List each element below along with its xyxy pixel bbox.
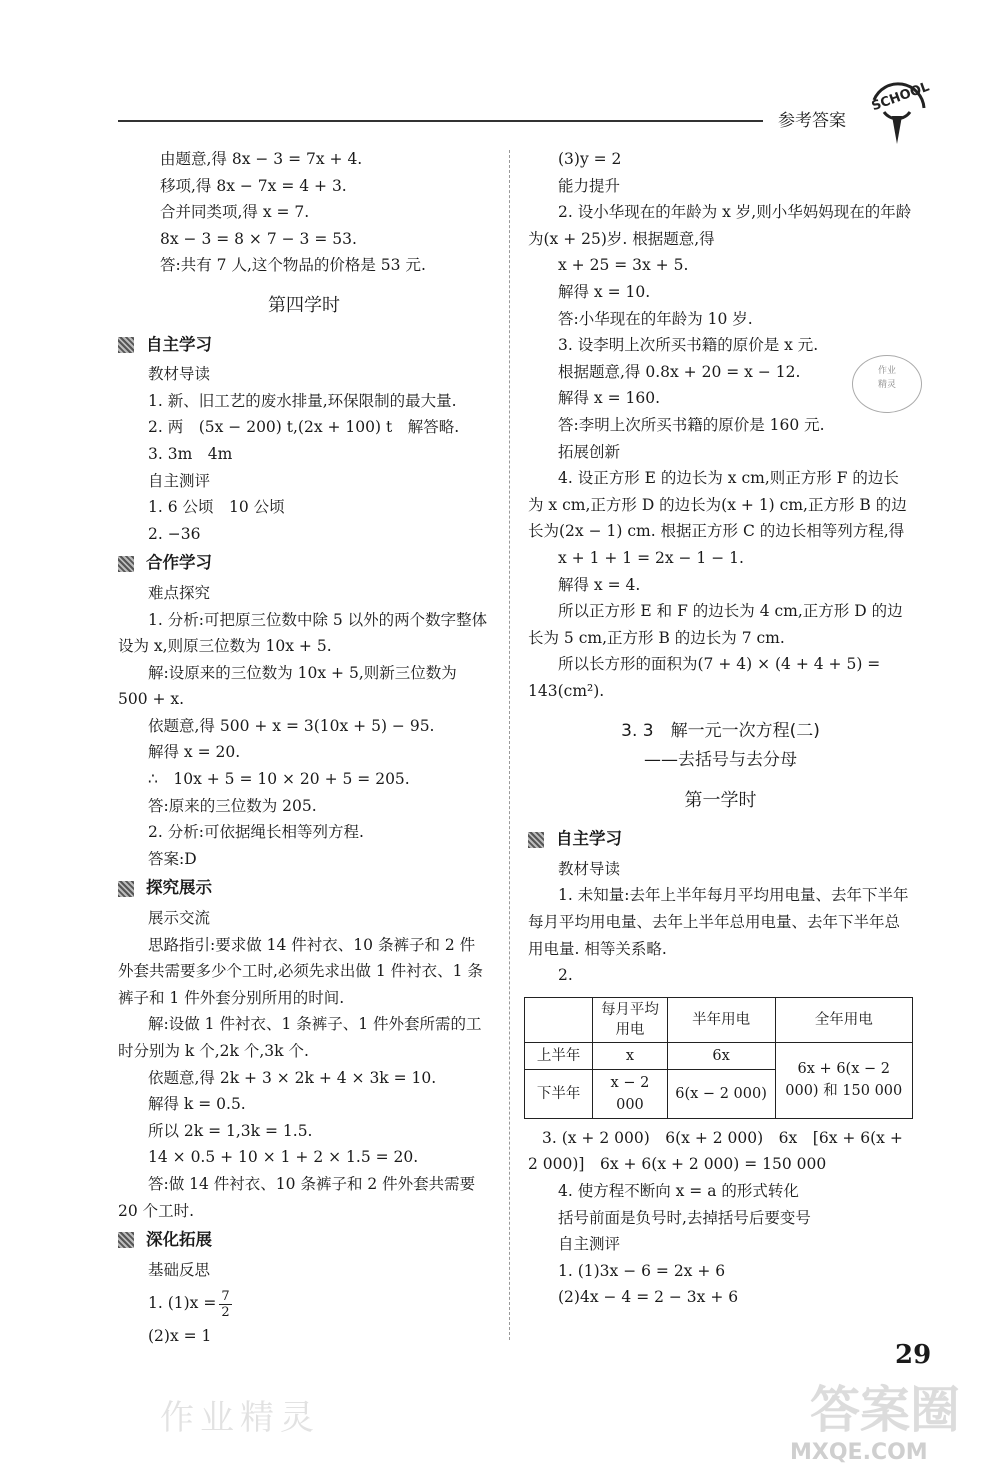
fraction: $\frac{7}{2}$ xyxy=(221,1288,230,1320)
chapter-title: 3. 3 解一元一次方程(二) xyxy=(621,721,820,742)
header-label: 参考答案 xyxy=(778,111,846,131)
chapter-subtitle: ——去括号与去分母 xyxy=(644,750,797,771)
text-line: 2. 两 (5x − 200) t,(2x + 100) t 解答略. xyxy=(148,418,460,437)
text-line: 3. 设李明上次所买书籍的原价是 x 元. xyxy=(558,336,819,355)
table-cell: 半年用电 xyxy=(667,997,775,1042)
header-rule xyxy=(118,120,763,122)
text-line: 1. 6 公顷 10 公顷 xyxy=(148,498,285,517)
table-cell xyxy=(525,997,593,1042)
watermark-text: 作业精灵 xyxy=(160,1398,320,1438)
text-line: 解得 x = 4. xyxy=(558,575,641,594)
electricity-table xyxy=(524,997,913,1119)
logo-text: SCHOOL xyxy=(869,79,932,115)
lesson-title: 第四学时 xyxy=(268,294,340,316)
section-heading: 自主学习 xyxy=(528,826,913,853)
section-heading: 合作学习 xyxy=(118,550,490,577)
paragraph: 1. 未知量:去年上半年每月平均用电量、去年下半年每月平均用电量、去年上半年总用电量、去年下半年总用电量. 相等关系略. xyxy=(528,886,909,958)
text-line: 解得 k = 0.5. xyxy=(148,1095,246,1114)
subheading: 难点探究 xyxy=(148,583,211,602)
lesson-title: 第一学时 xyxy=(684,789,757,811)
table-row xyxy=(525,997,913,1042)
subheading: 教材导读 xyxy=(148,365,211,384)
section-heading: 探究展示 xyxy=(118,875,490,902)
table-cell: 每月平均用电 xyxy=(593,997,667,1042)
section-marker-icon xyxy=(118,1232,134,1248)
paragraph: 1. 分析:可把原三位数中除 5 以外的两个数字整体设为 x,则原三位数为 10x + 5. xyxy=(118,610,488,656)
text-line: 解得 x = 20. xyxy=(148,743,241,762)
paragraph: 3. (x + 2 000) 6(x + 2 000) 6x [6x + 6(x + 2 000)] 6x + 6(x + 2 000) = 150 000 xyxy=(528,1128,903,1174)
paragraph: 思路指引:要求做 14 件衬衣、10 条裤子和 2 件外套共需要多少个工时,必须先求出做 1 件衬衣、1 条裤子和 1 件外套分别所用的时间. xyxy=(118,935,483,1007)
text-line: (2)x = 1 xyxy=(148,1327,212,1346)
text-line: x + 25 = 3x + 5. xyxy=(558,256,689,275)
table-cell: x − 2 000 xyxy=(593,1069,667,1118)
table-cell: 全年用电 xyxy=(775,997,912,1042)
subheading: 自主测评 xyxy=(148,471,211,490)
text-line: 解得 x = 160. xyxy=(558,389,661,408)
text-line: 解得 x = 10. xyxy=(558,282,651,301)
subheading: 能力提升 xyxy=(558,176,621,195)
text-line: 1. 新、旧工艺的废水排量,环保限制的最大量. xyxy=(148,391,457,410)
right-column xyxy=(528,146,913,1311)
paragraph: 2. 设小华现在的年龄为 x 岁,则小华妈妈现在的年龄为(x + 25)岁. 根据题意,得 xyxy=(528,203,912,248)
text-line: 依题意,得 2k + 3 × 2k + 4 × 3k = 10. xyxy=(148,1068,437,1087)
text-line: 由题意,得 8x − 3 = 7x + 4. xyxy=(160,150,363,168)
text-line: 答:李明上次所买书籍的原价是 160 元. xyxy=(558,415,825,434)
text-line: 1. (1)3x − 6 = 2x + 6 xyxy=(558,1261,726,1280)
text-line: 2. −36 xyxy=(148,524,201,543)
text-line: x + 1 + 1 = 2x − 1 − 1. xyxy=(558,548,744,567)
paragraph: 答:做 14 件衬衣、10 条裤子和 2 件外套共需要 20 个工时. xyxy=(118,1174,476,1220)
text-line: 依题意,得 500 + x = 3(10x + 5) − 95. xyxy=(148,716,435,735)
section-heading: 深化拓展 xyxy=(118,1227,490,1254)
text-line: 答:原来的三位数为 205. xyxy=(148,796,317,815)
paragraph: 解:设做 1 件衬衣、1 条裤子、1 件外套所需的工时分别为 k 个,2k 个,3k 个. xyxy=(118,1015,482,1060)
text-line: 2. 分析:可依据绳长相等列方程. xyxy=(148,823,364,842)
text-line: 2. xyxy=(558,966,573,985)
section-marker-icon xyxy=(118,881,134,897)
section-marker-icon xyxy=(118,337,134,353)
answer-line: 1. (1)x = $\frac{7}{2}$ xyxy=(148,1288,230,1320)
text-line: ∴ 10x + 5 = 10 × 20 + 5 = 205. xyxy=(148,770,410,789)
text-line: 14 × 0.5 + 10 × 1 + 2 × 1.5 = 20. xyxy=(148,1148,419,1167)
text-line: 答案:D xyxy=(148,849,197,868)
subheading: 教材导读 xyxy=(558,859,621,878)
table-cell: 上半年 xyxy=(525,1042,593,1069)
paragraph: 所以正方形 E 和 F 的边长为 4 cm,正方形 D 的边长为 5 cm,正方形 B 的边长为 7 cm. xyxy=(528,602,903,647)
stamp-watermark: 作业 精灵 xyxy=(852,355,922,413)
section-marker-icon xyxy=(118,556,134,572)
text-line: 移项,得 8x − 7x = 4 + 3. xyxy=(160,176,347,195)
table-cell: 下半年 xyxy=(525,1069,593,1118)
text-line: (3)y = 2 xyxy=(558,150,622,168)
subheading: 基础反思 xyxy=(148,1260,211,1279)
text-line: 4. 使方程不断向 x = a 的形式转化 xyxy=(558,1182,799,1200)
table-row xyxy=(525,1042,913,1069)
text-line: 所以 2k = 1,3k = 1.5. xyxy=(148,1121,313,1140)
page-number: 29 xyxy=(895,1340,932,1370)
text-line: 答:小华现在的年龄为 10 岁. xyxy=(558,309,753,328)
text-line: 根据题意,得 0.8x + 20 = x − 12. xyxy=(558,362,801,381)
text-line: 8x − 3 = 8 × 7 − 3 = 53. xyxy=(160,229,357,248)
section-marker-icon xyxy=(528,832,544,848)
table-cell: 6(x − 2 000) xyxy=(667,1069,775,1118)
table-cell: x xyxy=(593,1042,667,1069)
text-line: 合并同类项,得 x = 7. xyxy=(160,203,310,222)
paragraph: 解:设原来的三位数为 10x + 5,则新三位数为 500 + x. xyxy=(118,663,457,709)
subheading: 展示交流 xyxy=(148,909,211,928)
subheading: 拓展创新 xyxy=(558,442,621,461)
column-divider xyxy=(509,150,510,1340)
watermark-logo: 答案圈 xyxy=(810,1381,960,1439)
section-heading: 自主学习 xyxy=(118,332,490,359)
text-line: (2)4x − 4 = 2 − 3x + 6 xyxy=(558,1288,739,1307)
table-cell: 6x + 6(x − 2 000) 和 150 000 xyxy=(775,1042,912,1118)
paragraph: 4. 设正方形 E 的边长为 x cm,则正方形 F 的边长为 x cm,正方形 D 的边长为(x + 1) cm,正方形 B 的边长为(2x − 1) cm. 根据正方形 C 的边长相等列方程,得 xyxy=(528,469,907,541)
table-cell: 6x xyxy=(667,1042,775,1069)
paragraph: 所以长方形的面积为(7 + 4) × (4 + 4 + 5) = 143(cm²). xyxy=(528,655,881,700)
left-column xyxy=(118,146,490,1350)
text-line: 括号前面是负号时,去掉括号后要变号 xyxy=(558,1208,811,1227)
text-line: 答:共有 7 人,这个物品的价格是 53 元. xyxy=(160,256,426,275)
subheading: 自主测评 xyxy=(558,1235,621,1254)
watermark-site: MXQE.COM xyxy=(790,1440,928,1465)
text-line: 3. 3m 4m xyxy=(148,444,233,463)
